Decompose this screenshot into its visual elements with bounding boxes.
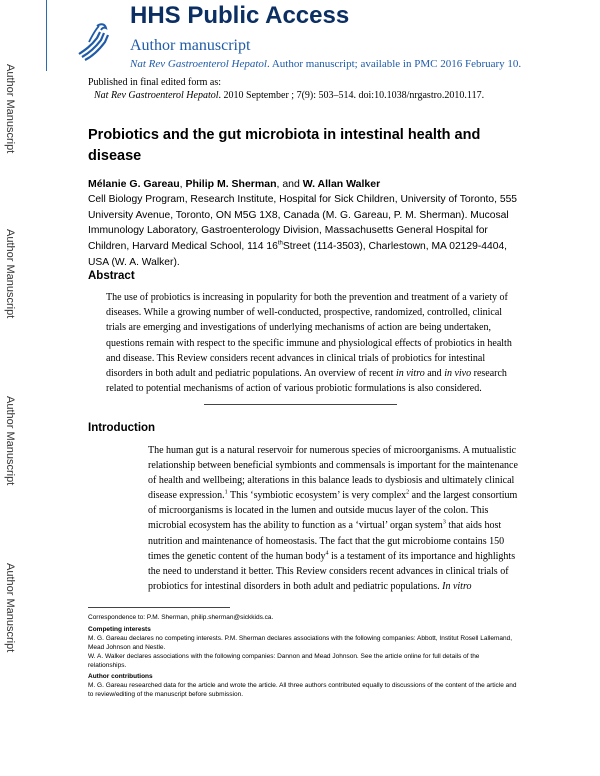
abstract-italic: in vitro (395, 368, 425, 380)
author-name: Mélanie G. Gareau (88, 178, 180, 190)
author-affiliations (88, 192, 518, 271)
article-title: Probiotics and the gut microbiota in intestinal health and disease (88, 127, 481, 164)
author-contributions-text: M. G. Gareau researched data for the article and wrote the article. All three authors contributed equally to discussions of the content of the article and to review/editing of the manuscript before submission. (88, 682, 517, 699)
author-separator: , and (276, 178, 303, 190)
hhs-eagle-logo-icon (75, 20, 113, 62)
intro-text: This ‘symbiotic ecosystem’ is very complex (227, 490, 407, 502)
introduction-body (148, 443, 520, 594)
intro-text: The human gut is a natural reservoir for numerous species of microorganisms. A mutualistic relationship between beneficial symbionts and commensals is important for the maintenance of health and wellbeing; alterations in this balance leads to dysbiosis and ultimately clinical disease expression. (148, 445, 518, 502)
affiliation-text: Cell Biology Program, Research Institute, Hospital for Sick Children, University of Toronto, 555 University Avenue, Toronto, ON M5G 1X8, Canada (M. G. Gareau, P. M. Sherman). Mucosal Immunology Laboratory, Gastroenterology Division, Massachusetts General Hospital for Children, Harvard Medical School, 114 16 (88, 194, 518, 253)
intro-text: and the largest consortium of microorganisms is located in the lumen and outside mucus layer of the colon. This microbial ecosystem has the ability to function as a ‘virtual’ organ system (148, 490, 518, 532)
competing-interests-text: W. A. Walker declares associations with the following companies: Dannon and Mead Johnson. See the article online for full details of the relationships. (88, 652, 480, 669)
intro-text: that aids host nutrition and maintenance of homeostasis. The fact that the gut microbiome contains 150 times the genetic content of the human body (148, 520, 505, 562)
author-contributions-heading: Author contributions (88, 673, 153, 681)
author-manuscript-side-label: Author Manuscript (4, 64, 16, 154)
reference-superscript[interactable]: 2 (406, 489, 410, 496)
abstract-body (106, 290, 516, 396)
abstract-italic: in vivo (444, 368, 472, 380)
author-manuscript-subtitle: Author manuscript (130, 37, 251, 54)
reference-superscript[interactable]: 1 (224, 489, 228, 496)
author-separator: , (179, 178, 186, 190)
competing-interests-text: M. G. Gareau declares no competing interests. P.M. Sherman declares associations with the following companies: Abbott, Institut Rosell Lallemand, Mead Johnson and Nestle. (88, 634, 513, 651)
published-citation-text: . 2010 September ; 7(9): 503–514. doi:10.1038/nrgastro.2010.117. (218, 90, 485, 101)
competing-interests-heading: Competing interests (88, 625, 151, 633)
footnote-divider (88, 607, 230, 608)
intro-text: is a testament of its importance and highlights the need to understand it better. This Review considers recent advances in clinical trials of probiotics for intestinal disorders in both adult and pediatric populations. (148, 550, 516, 592)
affiliation-superscript: th (277, 240, 283, 247)
author-list (88, 178, 380, 190)
footnotes (88, 614, 518, 700)
abstract-text: research related to potential mechanisms of action of various probiotic formulations is also considered. (106, 368, 507, 395)
reference-superscript[interactable]: 4 (325, 550, 329, 557)
reference-superscript[interactable]: 3 (442, 520, 446, 527)
section-divider (204, 404, 397, 405)
availability-text: . Author manuscript; available in PMC 2016 February 10. (266, 58, 522, 70)
author-manuscript-side-label: Author Manuscript (4, 396, 16, 486)
author-manuscript-side-label: Author Manuscript (4, 563, 16, 653)
journal-name: Nat Rev Gastroenterol Hepatol (130, 58, 267, 70)
author-name: Philip M. Sherman (185, 178, 277, 190)
published-citation (94, 90, 484, 101)
abstract-text: The use of probiotics is increasing in popularity for both the prevention and treatment of a variety of diseases. While a growing number of well-conducted, prospective, randomized, controlled, clinical trials are emerging and investigations of underlying mechanisms of action are being undertaken, questions remain with respect to the specific immune and physiological effects of probiotics in health and disease. This Review considers recent advances in clinical trials of probiotics for intestinal disorders in both adult and pediatric populations. An overview of recent (106, 292, 512, 380)
affiliation-text: Street (114-3503), Charlestown, MA 02129-4404, USA (W. A. Walker). (88, 241, 508, 268)
author-manuscript-side-label: Author Manuscript (4, 229, 16, 319)
introduction-heading: Introduction (88, 422, 156, 434)
hhs-public-access-title: HHS Public Access (130, 2, 350, 29)
author-name: W. Allan Walker (302, 178, 381, 190)
intro-italic: In vitro (442, 580, 472, 592)
header-divider (46, 0, 47, 71)
published-journal: Nat Rev Gastroenterol Hepatol (94, 90, 219, 101)
correspondence-note: Correspondence to: P.M. Sherman, philip.sherman@sickkids.ca. (88, 614, 274, 621)
abstract-heading: Abstract (88, 270, 135, 282)
journal-availability-line (130, 58, 521, 70)
abstract-text: and (424, 368, 445, 380)
published-label: Published in final edited form as: (88, 77, 222, 88)
